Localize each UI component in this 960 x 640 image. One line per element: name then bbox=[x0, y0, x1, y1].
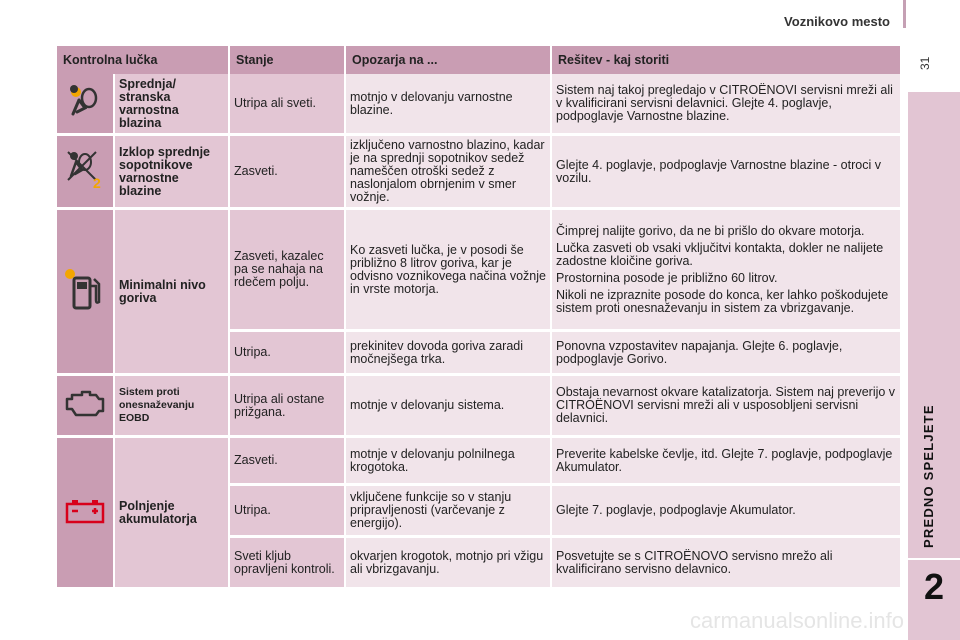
solution-text: Nikoli ne izpraznite posode do konca, ker lahko poškodujete sistem proti onesnaževanju in sistem za vbrizgavanje. bbox=[556, 287, 889, 315]
airbag-off-icon bbox=[64, 148, 106, 192]
solution-cell bbox=[552, 376, 902, 438]
table-header-row bbox=[57, 46, 902, 74]
chapter-tab-label: PREDNO SPELJETE bbox=[921, 404, 936, 548]
solution-cell bbox=[552, 538, 902, 590]
row-icon-cell bbox=[57, 136, 115, 210]
state-cell: Utripa ali sveti. bbox=[230, 74, 346, 136]
row-icon-cell bbox=[57, 438, 115, 590]
warning-cell: okvarjen krogotok, motnjo pri vžigu ali vbrizgavanju. bbox=[346, 538, 552, 590]
svg-text:2: 2 bbox=[93, 175, 101, 191]
state-cell: Utripa. bbox=[230, 332, 346, 376]
warning-cell: prekinitev dovoda goriva zaradi močnejšega trka. bbox=[346, 332, 552, 376]
solution-text: Lučka zasveti ob vsaki vključitvi kontakta, dokler ne nalijete zadostne kloičine goriva. bbox=[556, 240, 884, 268]
solution-text: Čimprej nalijte gorivo, da ne bi prišlo do okvare motorja. bbox=[556, 223, 865, 238]
solution-cell bbox=[552, 74, 902, 136]
solution-cell bbox=[552, 210, 902, 332]
warning-cell: motnjo v delovanju varnostne blazine. bbox=[346, 74, 552, 136]
solution-text: Prostornina posode je približno 60 litrov. bbox=[556, 270, 778, 285]
solution-text: Sistem naj takoj pregledajo v CITROËNOVI servisni mreži ali v kvalificirani servisni delavnici. Glejte 4. poglavje, podpoglavje Varnostne blazine. bbox=[556, 83, 893, 123]
solution-text: Glejte 7. poglavje, podpoglavje Akumulator. bbox=[556, 503, 796, 517]
column-header: Opozarja na ... bbox=[346, 46, 552, 74]
solution-cell bbox=[552, 332, 902, 376]
table-row bbox=[57, 376, 902, 438]
side-tab-divider bbox=[908, 558, 960, 560]
page-number: 31 bbox=[918, 56, 932, 70]
solution-text: Ponovna vzpostavitev napajanja. Glejte 6. poglavje, podpoglavje Gorivo. bbox=[556, 338, 843, 366]
warning-light-name: Minimalni nivo goriva bbox=[115, 210, 230, 376]
state-cell: Sveti kljub opravljeni kontroli. bbox=[230, 538, 346, 590]
column-header: Rešitev - kaj storiti bbox=[552, 46, 902, 74]
warning-light-name: Polnjenje akumulatorja bbox=[115, 438, 230, 590]
row-icon-cell bbox=[57, 210, 115, 376]
table-row bbox=[57, 74, 902, 136]
watermark: carmanualsonline.info bbox=[690, 608, 905, 633]
warning-cell: izključeno varnostno blazino, kadar je na sprednji sopotnikov sedež nameščen otroški sedež z naslonjalom obrnjenim v smer vožnje. bbox=[346, 136, 552, 210]
battery-icon bbox=[63, 496, 107, 526]
warning-cell: motnje v delovanju sistema. bbox=[346, 376, 552, 438]
section-title: Voznikovo mesto bbox=[784, 14, 890, 29]
state-cell: Utripa. bbox=[230, 486, 346, 538]
row-icon-cell bbox=[57, 376, 115, 438]
solution-cell bbox=[552, 486, 902, 538]
row-icon-cell bbox=[57, 74, 115, 136]
table-row bbox=[57, 438, 902, 486]
warning-cell: vključene funkcije so v stanju pripravljenosti (varčevanje z energijo). bbox=[346, 486, 552, 538]
state-cell: Zasveti, kazalec pa se nahaja na rdečem polju. bbox=[230, 210, 346, 332]
solution-cell bbox=[552, 136, 902, 210]
warning-cell: motnje v delovanju polnilnega krogotoka. bbox=[346, 438, 552, 486]
column-header: Stanje bbox=[230, 46, 346, 74]
solution-cell bbox=[552, 438, 902, 486]
solution-text: Obstaja nevarnost okvare katalizatorja. Sistem naj preverijo v CITROËNOVI servisni mreži ali v usposobljeni servisni delavnici. bbox=[556, 385, 896, 425]
engine-icon bbox=[62, 387, 108, 421]
state-cell: Zasveti. bbox=[230, 438, 346, 486]
solution-text: Glejte 4. poglavje, podpoglavje Varnostne blazine - otroci v vozilu. bbox=[556, 157, 881, 185]
state-cell: Zasveti. bbox=[230, 136, 346, 210]
solution-text: Posvetujte se s CITROËNOVO servisno mrežo ali kvalificirano servisno delavnico. bbox=[556, 548, 833, 576]
warning-light-name: Sprednja/ stranska varnostna blazina bbox=[115, 74, 230, 136]
fuel-pump-icon bbox=[63, 266, 107, 314]
table-row bbox=[57, 210, 902, 332]
warning-light-name: Izklop sprednje sopotnikove varnostne blazine bbox=[115, 136, 230, 210]
header-divider bbox=[903, 0, 906, 28]
state-cell: Utripa ali ostane prižgana. bbox=[230, 376, 346, 438]
warning-lights-table bbox=[57, 46, 902, 590]
table-row bbox=[57, 136, 902, 210]
column-header: Kontrolna lučka bbox=[57, 46, 230, 74]
warning-cell: Ko zasveti lučka, je v posodi še približno 8 litrov goriva, kar je odvisno voznikovega načina vožnje in vrste motorja. bbox=[346, 210, 552, 332]
chapter-number: 2 bbox=[924, 566, 945, 607]
airbag-icon bbox=[65, 82, 105, 122]
solution-text: Preverite kabelske čevlje, itd. Glejte 7. poglavje, podpoglavje Akumulator. bbox=[556, 446, 893, 474]
warning-light-name: Sistem proti onesnaževanju EOBD bbox=[115, 376, 230, 438]
